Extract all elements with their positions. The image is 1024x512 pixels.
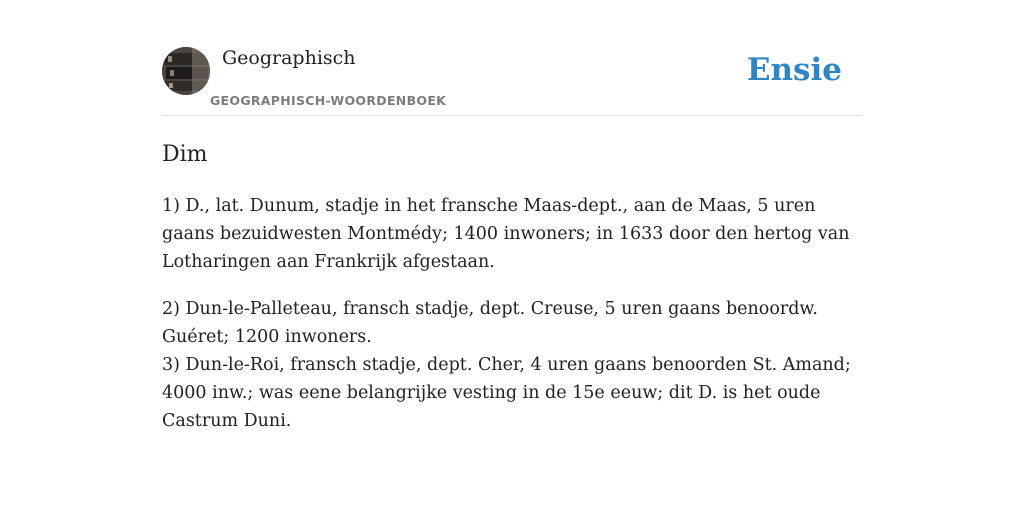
entry-body <box>162 192 866 454</box>
site-subtitle[interactable]: GEOGRAPHISCH-WOORDENBOEK <box>210 93 447 108</box>
page-container <box>162 0 862 431</box>
header <box>162 0 862 116</box>
entry-title: Dim <box>162 142 208 167</box>
book-spines-icon[interactable] <box>162 47 210 95</box>
entry-paragraph: 2) Dun-le-Palleteau, fransch stadje, dept. Creuse, 5 uren gaans benoordw. Guéret; 1200 inwoners. <box>162 299 818 347</box>
entry-paragraph: 1) D., lat. Dunum, stadje in het fransche Maas-dept., aan de Maas, 5 uren gaans bezuidwesten Montmédy; 1400 inwoners; in 1633 door den hertog van Lotharingen aan Frankrijk afgestaan. <box>162 196 850 272</box>
site-title[interactable]: Geographisch <box>222 47 356 69</box>
ensie-logo-link[interactable]: Ensie <box>746 52 842 88</box>
entry-paragraph: 3) Dun-le-Roi, fransch stadje, dept. Cher, 4 uren gaans benoorden St. Amand; 4000 inw.; was eene belangrijke vesting in de 15e eeuw; dit D. is het oude Castrum Duni. <box>162 355 851 431</box>
